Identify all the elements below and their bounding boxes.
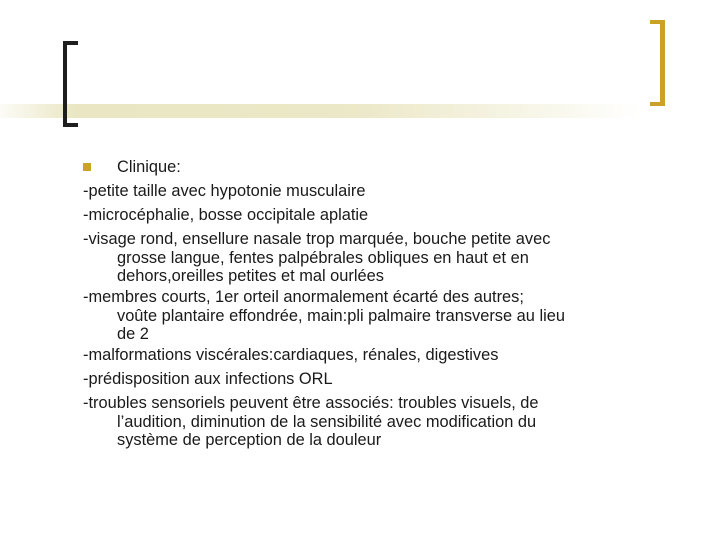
item-line: -prédisposition aux infections ORL: [83, 370, 333, 388]
item-line: -microcéphalie, bosse occipitale aplatie: [83, 206, 369, 224]
item-line: -troubles sensoriels peuvent être associés: troubles visuels, de: [83, 394, 539, 412]
item-line-continuation: de 2: [117, 325, 149, 343]
list-item: [83, 205, 683, 225]
item-line-continuation: voûte plantaire effondrée, main:pli palmaire transverse au lieu: [117, 307, 565, 325]
item-line: -malformations viscérales:cardiaques, rénales, digestives: [83, 346, 499, 364]
item-line-continuation: dehors,oreilles petites et mal ourlées: [117, 267, 384, 285]
square-bullet-icon: [83, 163, 91, 171]
section-heading: Clinique:: [117, 158, 181, 176]
right-bracket-decoration: [650, 20, 665, 106]
decorative-band: [0, 104, 640, 118]
item-line-continuation: système de perception de la douleur: [117, 431, 382, 449]
list-item: [83, 287, 683, 343]
list-item: [83, 345, 683, 365]
item-line: -petite taille avec hypotonie musculaire: [83, 182, 366, 200]
item-line-continuation: grosse langue, fentes palpébrales obliques en haut et en: [117, 249, 529, 267]
list-item: [83, 393, 683, 449]
list-item: [83, 229, 683, 285]
item-line: -visage rond, ensellure nasale trop marquée, bouche petite avec: [83, 230, 551, 248]
left-bracket-decoration: [63, 41, 78, 127]
item-line-continuation: l’audition, diminution de la sensibilité avec modification du: [117, 413, 537, 431]
item-line: -membres courts, 1er orteil anormalement écarté des autres;: [83, 288, 524, 306]
slide-content: [83, 157, 683, 449]
bullet-heading-row: [83, 157, 683, 177]
list-item: [83, 369, 683, 389]
list-item: [83, 181, 683, 201]
